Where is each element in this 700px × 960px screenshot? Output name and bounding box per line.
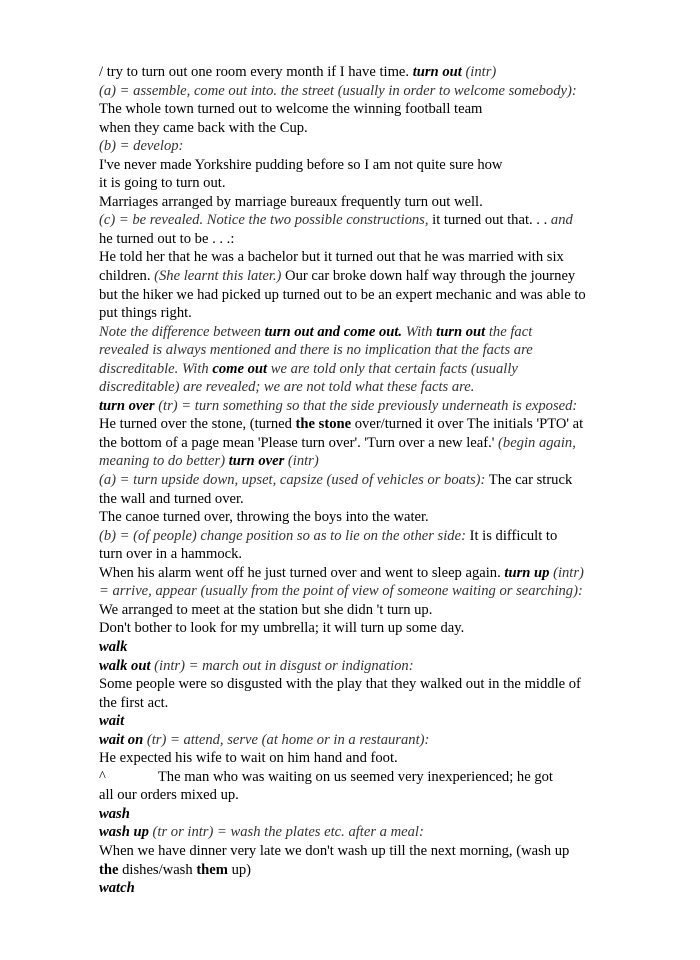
text-line (99, 601, 659, 620)
headword: turn over (99, 397, 155, 414)
text-line (99, 861, 659, 880)
text-line (99, 230, 659, 249)
text-line (99, 712, 659, 731)
text-line (99, 879, 659, 898)
body-text: the wall and turned over. (99, 490, 244, 507)
text-line (99, 657, 659, 676)
text-line (99, 619, 659, 638)
text-line (99, 823, 659, 842)
text-line (99, 805, 659, 824)
definition-text: (a) = assemble, come out into. the street (usually in order to welcome somebody): (99, 82, 577, 99)
text-line (99, 174, 659, 193)
definition-text: (tr) = turn something so that the side previously underneath is exposed: (154, 397, 578, 414)
text-line (99, 675, 659, 694)
definition-text: (b) = develop: (99, 138, 184, 155)
headword: wait on (99, 731, 144, 748)
body-text: but the hiker we had picked up turned out to be an expert mechanic and was able to (99, 286, 586, 303)
definition-text: With (402, 323, 437, 340)
body-text: when they came back with the Cup. (99, 119, 308, 136)
headword: walk out (99, 657, 151, 674)
body-text: it turned out that. . . (432, 212, 548, 229)
body-text: He turned over the stone, (turned (99, 416, 296, 433)
body-text: He expected his wife to wait on him hand and foot. (99, 750, 398, 767)
body-text: We arranged to meet at the station but she didn 't turn up. (99, 601, 433, 618)
text-line (99, 768, 659, 787)
text-line (99, 638, 659, 657)
definition-text: (intr) (461, 64, 497, 80)
definition-text: revealed is always mentioned and there is no implication that the facts are (99, 342, 533, 359)
body-text: the stone (295, 416, 352, 433)
body-text: When his alarm went off he just turned over and went to sleep again. (99, 564, 505, 581)
headword: turn up (504, 564, 550, 581)
definition-text: (begin again, (498, 434, 576, 451)
body-text: turn over in a hammock. (99, 546, 243, 563)
definition-text: the fact (485, 323, 533, 340)
text-line (99, 434, 659, 453)
text-line (99, 786, 659, 805)
body-text: The man who was waiting on us seemed very inexperienced; he got (157, 768, 553, 785)
headword: turn out (412, 64, 462, 80)
definition-text: (intr) (549, 564, 584, 581)
body-text: Our car broke down half way through the journey (281, 268, 576, 285)
definition-text: (tr) = attend, serve (at home or in a restaurant): (143, 731, 430, 748)
body-text: Some people were so disgusted with the play that they walked out in the middle of (99, 676, 581, 693)
body-text: / try to turn out one room every month if I have time. (99, 64, 413, 80)
text-line (99, 267, 659, 286)
text-line (99, 508, 659, 527)
headword: turn out (436, 323, 486, 340)
text-line (99, 248, 659, 267)
definition-text: we are told only that certain facts (usually (267, 360, 518, 377)
body-text: I've never made Yorkshire pudding before so I am not quite sure how (99, 156, 503, 173)
body-text: Don't bother to look for my umbrella; it will turn up some day. (99, 620, 465, 637)
text-line (99, 397, 659, 416)
text-line (99, 360, 659, 379)
definition-text: (She learnt this later.) (154, 268, 282, 285)
body-text: it is going to turn out. (99, 175, 226, 192)
definition-text: (c) = be revealed. Notice the two possible constructions, (99, 212, 433, 229)
body-text: he turned out to be . . .: (99, 230, 235, 247)
body-text: dishes/wash (118, 861, 197, 878)
body-text: the first act. (99, 694, 169, 711)
headword: come out (212, 360, 268, 377)
text-line (99, 749, 659, 768)
headword: wait (99, 713, 125, 730)
body-text: The canoe turned over, throwing the boys into the water. (99, 509, 429, 526)
text-line (99, 694, 659, 713)
document-page (99, 63, 659, 898)
text-line (99, 63, 659, 82)
definition-text: (intr) = march out in disgust or indignation: (150, 657, 414, 674)
text-line (99, 137, 659, 156)
text-line (99, 452, 659, 471)
text-line (99, 341, 659, 360)
text-line (99, 731, 659, 750)
body-text: The car struck (485, 472, 573, 489)
body-text: put things right. (99, 305, 192, 322)
text-line (99, 471, 659, 490)
definition-text: discreditable. With (99, 360, 213, 377)
definition-text: (a) = turn upside down, upset, capsize (used of vehicles or boats): (99, 472, 486, 489)
body-text: He told her that he was a bachelor but it turned out that he was married with six (99, 249, 564, 266)
body-text: all our orders mixed up. (99, 787, 239, 804)
text-line (99, 193, 659, 212)
definition-text: = arrive, appear (usually from the point of view of someone waiting or searching): (99, 583, 583, 600)
headword: wash up (99, 824, 149, 841)
definition-text: (b) = (of people) change position so as to lie on the other side: (99, 527, 466, 544)
text-line (99, 842, 659, 861)
text-line (99, 415, 659, 434)
definition-text: and (547, 212, 573, 229)
body-text: the (99, 861, 119, 878)
text-line (99, 527, 659, 546)
body-text: them (196, 861, 228, 878)
text-line (99, 100, 659, 119)
definition-text: Note the difference between (99, 323, 265, 340)
headword: turn out and come out. (264, 323, 403, 340)
body-text: the bottom of a page mean 'Please turn over'. 'Turn over a new leaf.' (99, 434, 499, 451)
body-text: When we have dinner very late we don't wash up till the next morning, (wash up (99, 842, 570, 859)
text-line (99, 378, 659, 397)
definition-text: (intr) (284, 453, 319, 470)
text-line (99, 582, 659, 601)
text-line (99, 323, 659, 342)
text-line (99, 304, 659, 323)
text-line (99, 82, 659, 101)
body-text: The whole town turned out to welcome the winning football team (99, 101, 483, 118)
body-text: over/turned it over The initials 'PTO' at (351, 416, 584, 433)
text-line (99, 490, 659, 509)
headword: turn over (228, 453, 285, 470)
body-text: children. (99, 268, 155, 285)
definition-text: (tr or intr) = wash the plates etc. after a meal: (148, 824, 424, 841)
text-line (99, 564, 659, 583)
text-line (99, 211, 659, 230)
headword: watch (99, 880, 135, 897)
body-text: It is difficult to (465, 527, 558, 544)
text-line (99, 119, 659, 138)
body-text: Marriages arranged by marriage bureaux frequently turn out well. (99, 193, 483, 210)
definition-text: discreditable) are revealed; we are not told what these facts are. (99, 379, 475, 396)
headword: wash (99, 805, 130, 822)
text-line (99, 286, 659, 305)
text-line (99, 545, 659, 564)
body-text: ^ (99, 768, 106, 785)
headword: walk (99, 638, 128, 655)
definition-text: meaning to do better) (99, 453, 229, 470)
text-line (99, 156, 659, 175)
body-text: up) (227, 861, 252, 878)
